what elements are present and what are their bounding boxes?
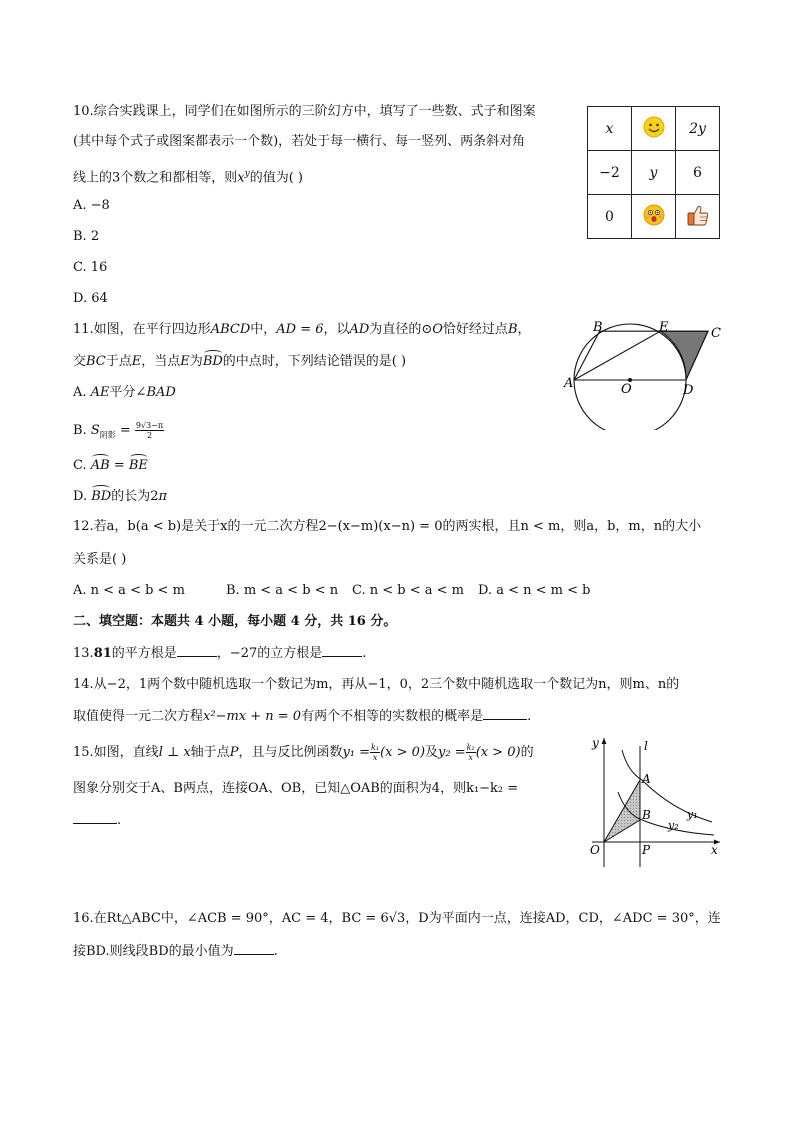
q15-l1-i: y₂ = xyxy=(438,745,466,760)
q15-text-line3 xyxy=(73,812,121,830)
q11-optA-c: BAD xyxy=(146,385,176,400)
q11-l1-k: ， xyxy=(517,322,531,337)
label-e: E xyxy=(659,320,669,335)
grid-cell-r2c3: 6 xyxy=(676,151,720,195)
q11-l1-a: 11.如图，在平行四边形 xyxy=(73,322,211,337)
q11-l2-g: 为 xyxy=(189,354,203,369)
label-o: O xyxy=(590,843,600,857)
q11-text-line1 xyxy=(73,321,531,339)
q10-text-line2: (其中每个式子或图案都表示一个数)，若处于每一横行、每一竖列、两条斜对角 xyxy=(73,134,526,149)
q13-a: 13. xyxy=(73,646,94,661)
q11-optA-b: 平分∠ xyxy=(109,385,147,400)
q14-text-line2 xyxy=(73,708,531,726)
q11-optD-c: π xyxy=(158,489,168,504)
q16-blank xyxy=(234,954,274,955)
q11-option-d xyxy=(73,488,167,506)
q11-arc-bd: BD xyxy=(202,354,223,369)
grid-cell-r1c1: x xyxy=(588,107,632,151)
grid-cell-r2c1: −2 xyxy=(588,151,632,195)
q15-fraction-2 xyxy=(466,743,476,762)
q11-optC-arc-ab: AB xyxy=(90,458,110,473)
q11-optB-den: 2 xyxy=(146,431,153,440)
q11-l2-b: BC xyxy=(86,354,106,369)
q16-text-line2 xyxy=(73,943,278,961)
q11-l1-g: 为直径的⊙ xyxy=(369,322,433,337)
y-axis-arrow xyxy=(602,738,607,744)
surprised-emoji-icon xyxy=(642,203,666,227)
q11-optB-eq: = xyxy=(115,423,135,438)
q11-l2-i: 的中点时，下列结论错误的是( ) xyxy=(222,354,407,369)
grid-cell-r2c2: y xyxy=(632,151,676,195)
q10-var-x: x xyxy=(237,170,245,186)
q15-f1-num: k₁ xyxy=(371,743,380,752)
section-2-heading: 二、填空题：本题共 4 小题，每小题 4 分，共 16 分。 xyxy=(73,614,397,629)
q11-l1-b: ABCD xyxy=(210,322,251,337)
q13-blank-1 xyxy=(177,656,217,657)
q13-e: . xyxy=(362,646,367,661)
q11-option-c xyxy=(73,457,148,475)
q15-text-line1 xyxy=(73,743,534,762)
q11-l2-f: E xyxy=(180,354,190,369)
q11-l2-a: 交 xyxy=(73,354,87,369)
label-a: A xyxy=(642,772,651,786)
q14-l2-c: 有两个不相等的实数根的概率是 xyxy=(301,709,484,724)
q11-optD-arc-bd: BD xyxy=(91,489,112,504)
q13-b: 81 xyxy=(93,646,112,661)
grid-cell-r3c1: 0 xyxy=(588,195,632,239)
label-d: D xyxy=(683,383,694,398)
label-x-axis: x xyxy=(711,843,718,857)
q11-optC-eq: = xyxy=(109,458,129,473)
q15-f2-num: k₂ xyxy=(466,743,475,752)
q15-text-line2: 图象分别交于A、B两点，连接OA、OB，已知△OAB的面积为4，则k₁−k₂ = xyxy=(73,781,519,796)
q11-optC-pre: C. xyxy=(73,458,91,473)
q11-optB-num: 9√3−π xyxy=(135,421,164,430)
label-b: B xyxy=(642,808,651,822)
q10-text-line1: 10.综合实践课上，同学们在如图所示的三阶幻方中，填写了一些数、式子和图案 xyxy=(73,104,536,119)
q15-blank xyxy=(73,823,117,824)
q11-l1-h: O xyxy=(432,322,443,337)
label-p: P xyxy=(642,843,651,857)
label-l: l xyxy=(644,739,648,753)
q15-l1-k: 的 xyxy=(520,745,534,760)
label-y1: y₁ xyxy=(687,808,698,821)
thumbs-up-icon xyxy=(685,202,711,228)
circle-o xyxy=(574,324,686,430)
q11-optD-b: 的长为2 xyxy=(111,489,159,504)
grid-cell-r1c2 xyxy=(632,107,676,151)
q16-text-line1: 16.在Rt△ABC中，∠ACB = 90°，AC = 4，BC = 6√3，D为平面内一点，连接AD，CD，∠ADC = 30°，连 xyxy=(73,911,721,926)
label-b: B xyxy=(593,320,603,335)
q10-var-y-exponent: y xyxy=(244,169,250,179)
q11-optC-arc-be: BE xyxy=(128,458,148,473)
q11-optB-fraction xyxy=(135,421,164,440)
q13-blank-2 xyxy=(322,656,362,657)
q11-option-b xyxy=(73,421,164,445)
q14-l2-a: 取值使得一元二次方程 xyxy=(73,709,204,724)
q15-l3: . xyxy=(117,813,122,828)
q15-f2-den: x xyxy=(468,753,473,762)
q14-l2-d: . xyxy=(527,709,532,724)
q10-option-c: C. 16 xyxy=(73,260,108,275)
q16-l2: 接BD.则线段BD的最小值为 xyxy=(73,944,234,959)
q12-option-b: B. m < a < b < n xyxy=(226,583,339,598)
q15-f1-den: x xyxy=(372,753,378,762)
smiley-emoji-icon xyxy=(642,115,666,139)
q11-l1-d: AD = 6 xyxy=(276,322,324,337)
q10-line3-pre: 线上的3个数之和都相等，则 xyxy=(73,170,238,186)
q11-text-line2 xyxy=(73,353,406,371)
label-o: O xyxy=(621,382,632,397)
q10-option-b: B. 2 xyxy=(73,229,100,244)
q15-l1-g: (x > 0) xyxy=(380,745,426,760)
magic-square-grid xyxy=(587,106,720,239)
label-y-axis: y xyxy=(592,736,599,750)
q15-l1-b: l ⊥ x xyxy=(158,745,191,760)
q11-l1-f: AD xyxy=(349,322,370,337)
q14-equation: x²−mx + n = 0 xyxy=(203,709,302,724)
q11-optB-pre: B. xyxy=(73,423,91,438)
q11-l1-i: 恰好经过点 xyxy=(442,322,508,337)
q11-l1-e: ，以 xyxy=(323,322,350,337)
q14-blank xyxy=(483,719,527,720)
q16-l2-end: . xyxy=(273,944,278,959)
q11-optD-pre: D. xyxy=(73,489,92,504)
label-a: A xyxy=(564,376,574,391)
q10-text-line3 xyxy=(73,165,303,187)
q15-l1-f: y₁ = xyxy=(342,745,371,760)
q12-text-line1: 12.若a，b(a < b)是关于x的一元二次方程2−(x−m)(x−n) = 0的两实根，且n < m，则a，b，m，n的大小 xyxy=(73,519,702,534)
q11-optB-S: S xyxy=(90,423,100,438)
q15-l1-a: 15.如图，直线 xyxy=(73,745,159,760)
q10-line3-post: 的值为( ) xyxy=(249,170,303,186)
q13-text xyxy=(73,645,366,663)
grid-cell-r1c3: 2y xyxy=(676,107,720,151)
q15-function-graph xyxy=(572,732,732,872)
q15-l1-j: (x > 0) xyxy=(475,745,521,760)
q12-option-a: A. n < a < b < m xyxy=(73,583,185,598)
q11-option-a xyxy=(73,384,176,402)
q11-l1-c: 中， xyxy=(250,322,277,337)
q11-optA-a: AE xyxy=(90,385,110,400)
q15-l1-h: 及 xyxy=(425,745,439,760)
q10-option-a: A. −8 xyxy=(73,198,110,213)
label-c: C xyxy=(711,326,721,341)
q12-option-d: D. a < n < m < b xyxy=(478,583,591,598)
q15-l1-c: 轴于点 xyxy=(190,745,230,760)
q11-geometry-figure xyxy=(562,318,732,430)
q11-l2-c: 于点 xyxy=(105,354,132,369)
q15-fraction-1 xyxy=(370,743,380,762)
q15-l1-d: P xyxy=(229,745,239,760)
q11-optB-sub: 阴影 xyxy=(99,430,116,440)
q15-l1-e: ，且与反比例函数 xyxy=(238,745,343,760)
q13-c: 的平方根是 xyxy=(111,646,177,661)
q11-l2-e: ，当点 xyxy=(141,354,181,369)
q12-option-c: C. n < b < a < m xyxy=(352,583,464,598)
grid-cell-r3c3 xyxy=(676,195,720,239)
q11-l2-d: E xyxy=(131,354,142,369)
q11-l1-j: B xyxy=(507,322,518,337)
label-y2: y₂ xyxy=(668,819,679,832)
q12-text-line2: 关系是( ) xyxy=(73,552,127,567)
grid-cell-r3c2 xyxy=(632,195,676,239)
q11-optA-pre: A. xyxy=(73,385,91,400)
q10-option-d: D. 64 xyxy=(73,291,108,306)
q14-text-line1: 14.从−2，1两个数中随机选取一个数记为m，再从−1，0，2三个数中随机选取一个数记为n，则m、n的 xyxy=(73,677,680,692)
q13-d: ，−27的立方根是 xyxy=(216,646,323,661)
